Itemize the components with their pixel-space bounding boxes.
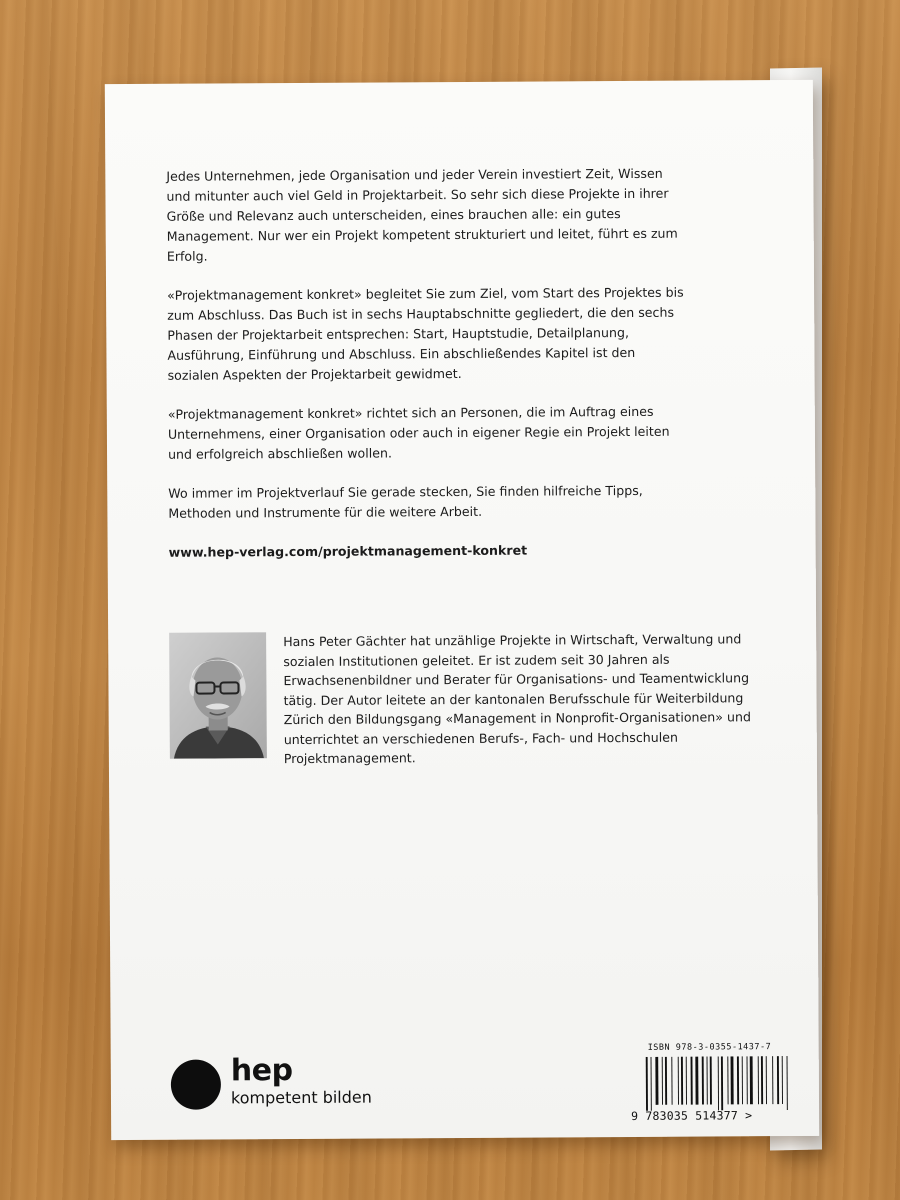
publisher-url: www.hep-verlag.com/projektmanagement-konkret — [168, 542, 528, 560]
barcode-bar — [758, 1056, 759, 1104]
ean-number: 9 783035 514377 > — [631, 1108, 753, 1123]
author-portrait-image — [169, 632, 267, 759]
barcode-bar — [721, 1056, 723, 1110]
barcode-bar — [671, 1057, 672, 1105]
barcode-bar — [787, 1056, 788, 1110]
barcode-bar — [665, 1057, 667, 1105]
barcode-bar — [772, 1056, 773, 1104]
publisher-logo — [171, 1053, 411, 1117]
barcode-bar — [686, 1057, 687, 1105]
barcode-bar — [681, 1057, 683, 1105]
author-bio: Hans Peter Gächter hat unzählige Projekte in Wirtschaft, Verwaltung und sozialen Institutionen geleitet. Er ist zudem seit 30 Jahren als Erwachsenenbildner und Berater für Organisations- und Teamentwicklung tätig. Der Autor leitete an der kantonalen Berufsschule für Weiterbildung Zürich den Bildungsgang «Management in Nonprofit-Organisationen» und unterrichtet an verschiedenen Berufs-, Fach- und Hochschulen Projektmanagement. — [283, 631, 751, 767]
barcode-bar — [747, 1056, 748, 1104]
barcode-bar — [655, 1057, 658, 1105]
publisher-logo-dot-icon — [171, 1059, 221, 1109]
barcode-bar — [761, 1056, 763, 1104]
barcode-bar — [662, 1057, 663, 1105]
blurb-text — [166, 164, 689, 582]
barcode-bar — [727, 1056, 728, 1104]
barcode-bar — [702, 1057, 704, 1105]
barcode-bar — [718, 1056, 719, 1110]
barcode-bar — [742, 1056, 743, 1104]
blurb-paragraph-3: «Projektmanagement konkret» richtet sich an Personen, die im Auftrag eines Unternehmens, einer Organisation oder auch in eigener Regie ein Projekt leiten und erfolgreich abschließen wollen. — [167, 403, 670, 462]
barcode-bar — [766, 1056, 767, 1104]
publisher-name: hep — [230, 1053, 293, 1089]
isbn-label: ISBN 978-3-0355-1437-7 — [647, 1042, 772, 1053]
blurb-paragraph-1: Jedes Unternehmen, jede Organisation und jeder Verein investiert Zeit, Wissen und mitunter auch viel Geld in Projektarbeit. So sehr sich diese Projekte in ihrer Größe und Relevanz auch unterscheiden, eines brauchen alle: ein gutes Management. Nur wer ein Projekt kompetent strukturiert und leitet, führt es zum Erfolg. — [166, 165, 678, 264]
book-back-cover — [105, 80, 819, 1140]
author-photo — [169, 632, 267, 759]
barcode-bar — [782, 1056, 783, 1104]
barcode-bar — [678, 1057, 679, 1105]
blurb-paragraph-4: Wo immer im Projektverlauf Sie gerade stecken, Sie finden hilfreiche Tipps, Methoden und Instrumente für die weitere Arbeit. — [168, 482, 643, 521]
barcode-bar — [731, 1056, 734, 1104]
barcode-bar — [750, 1056, 753, 1104]
blurb-paragraph-2: «Projektmanagement konkret» begleitet Sie zum Ziel, vom Start des Projektes bis zum Abschluss. Das Buch ist in sechs Hauptabschnitte gegliedert, die den sechs Phasen der Projektarbeit entsprechen: Start, Hauptstudie, Detailplanung, Ausführung, Einführung und Abschluss. Ein abschließendes Kapitel ist den sozialen Aspekten der Projektarbeit gewidmet. — [167, 284, 684, 383]
author-section — [169, 629, 759, 767]
barcode-bar — [691, 1057, 693, 1105]
barcode-bar — [695, 1057, 698, 1105]
barcode-icon — [644, 1056, 794, 1111]
barcode-bar — [710, 1056, 712, 1104]
barcode-bar — [707, 1057, 708, 1105]
publisher-tagline: kompetent bilden — [230, 1087, 372, 1108]
barcode-bar — [646, 1057, 648, 1111]
barcode-bar — [651, 1057, 652, 1111]
barcode-bar — [737, 1056, 739, 1104]
barcode-bar — [777, 1056, 779, 1104]
